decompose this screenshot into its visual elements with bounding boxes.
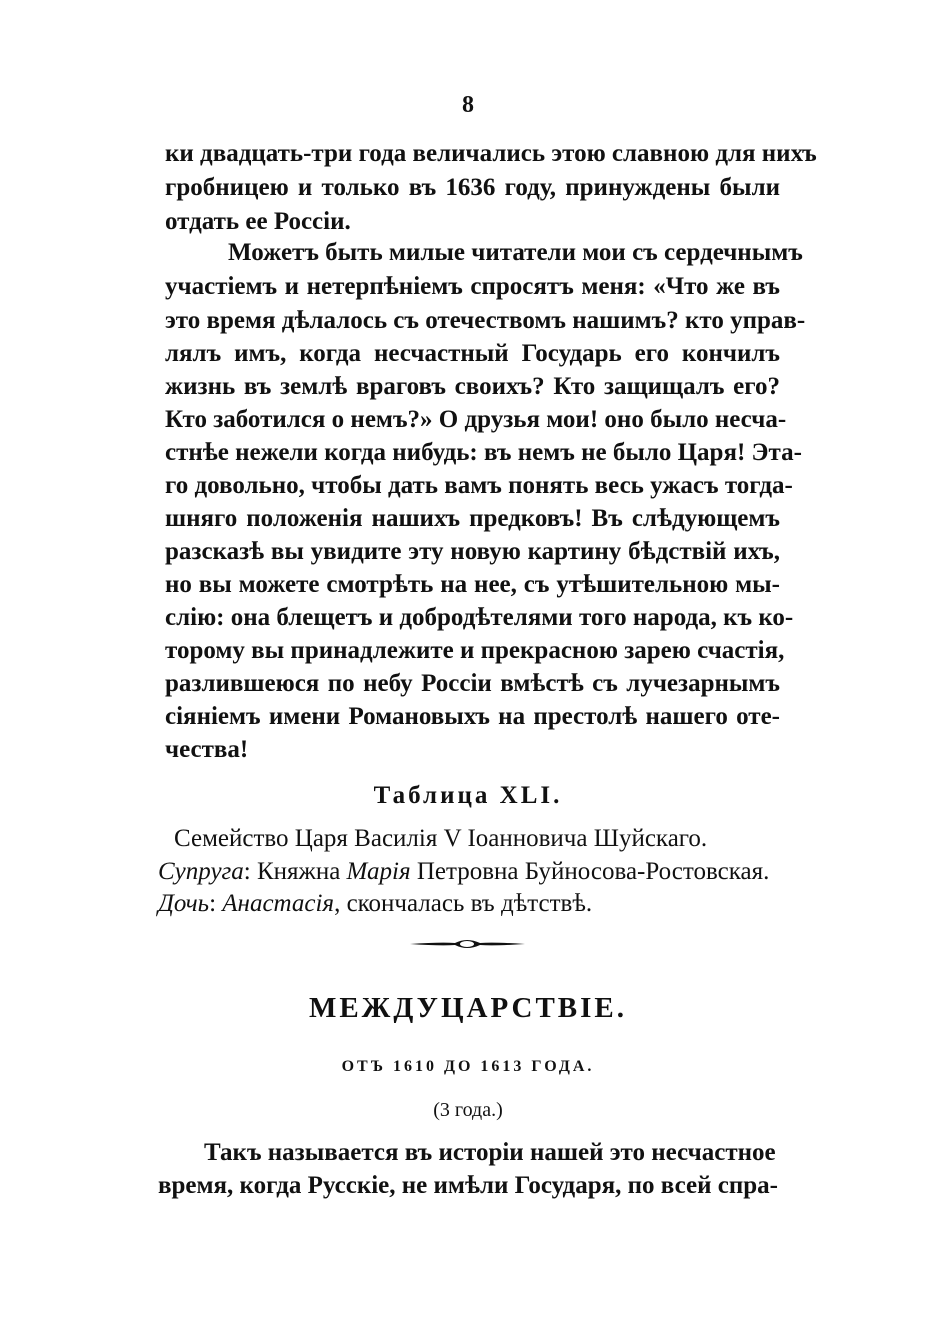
table-title: Таблица XLI. (373, 782, 563, 809)
spouse-label: Супруга (158, 858, 244, 885)
paragraph-2-line-16: чества! (165, 736, 249, 763)
paragraph-2-line-1: Можетъ быть милые читатели мои съ сердечнымъ (228, 239, 803, 266)
ornament-divider (410, 934, 525, 954)
paragraph-3-line-1: Такъ называется въ исторіи нашей это несчастное (204, 1139, 776, 1166)
chapter-duration: (3 года.) (433, 1099, 503, 1121)
daughter-name: Анастасія (222, 890, 335, 917)
paragraph-2-line-7: стнѣе нежели когда нибудь: въ немъ не было Царя! Эта- (165, 439, 802, 466)
paragraph-2-line-5: жизнь въ землѣ враговъ своихъ? Кто защищалъ его? (165, 373, 780, 400)
spouse-name: Марія (346, 858, 411, 885)
paragraph-2-line-3: это время дѣлалось съ отечествомъ нашимъ? кто управ- (165, 307, 806, 334)
paragraph-2-line-14: разлившеюся по небу Россіи вмѣстѣ съ лучезарнымъ (165, 670, 780, 697)
paragraph-2-line-2: участіемъ и нетерпѣніемъ спросятъ меня: «Что же въ (165, 273, 780, 300)
spouse-pre: : Княжна (243, 858, 347, 885)
chapter-title: МЕЖДУЦАРСТВІЕ. (308, 992, 628, 1024)
paragraph-1-line-2: гробницею и только въ 1636 году, принуждены были (165, 174, 780, 201)
daughter-label: Дочь (158, 890, 210, 917)
spouse-post: Петровна Буйносова-Ростовская. (410, 858, 770, 885)
chapter-dates: ОТЪ 1610 ДО 1613 ГОДА. (341, 1058, 595, 1075)
paragraph-2-line-11: но вы можете смотрѣть на нее, съ утѣшительною мы- (165, 571, 780, 598)
paragraph-2-line-9: шняго положенія нашихъ предковъ! Въ слѣдующемъ (165, 505, 780, 532)
paragraph-2-line-8: го довольно, чтобы дать вамъ понять весь ужасъ тогда- (165, 472, 793, 499)
daughter-pre: : (209, 890, 223, 917)
paragraph-2-line-13: торому вы принадлежите и прекрасною зарею счастія, (165, 637, 785, 664)
paragraph-2-line-10: разсказѣ вы увидите эту новую картину бѣдствій ихъ, (165, 538, 780, 565)
paragraph-2-line-6: Кто заботился о немъ?» О друзья мои! оно было несча- (165, 406, 787, 433)
paragraph-3-line-2: время, когда Русскіе, не имѣли Государя, по всей спра- (158, 1172, 778, 1199)
page-number: 8 (462, 92, 474, 118)
genealogy-spouse-line (158, 855, 788, 889)
paragraph-2-line-12: слію: она блещетъ и добродѣтелями того народа, къ ко- (165, 604, 794, 631)
paragraph-2-line-15: сіяніемъ имени Романовыхъ на престолѣ нашего оте- (165, 703, 780, 730)
daughter-post: , скончалась въ дѣтствѣ. (334, 890, 593, 917)
genealogy-daughter-line (158, 887, 788, 921)
genealogy-family-line: Семейство Царя Василія V Іоанновича Шуйскаго. (174, 825, 708, 852)
paragraph-1-line-1: ки двадцать-три года величались этою славною для нихъ (165, 140, 817, 167)
paragraph-1-line-3: отдать ее Россіи. (165, 208, 351, 235)
paragraph-2-line-4: лялъ имъ, когда несчастный Государь его кончилъ (165, 340, 780, 367)
